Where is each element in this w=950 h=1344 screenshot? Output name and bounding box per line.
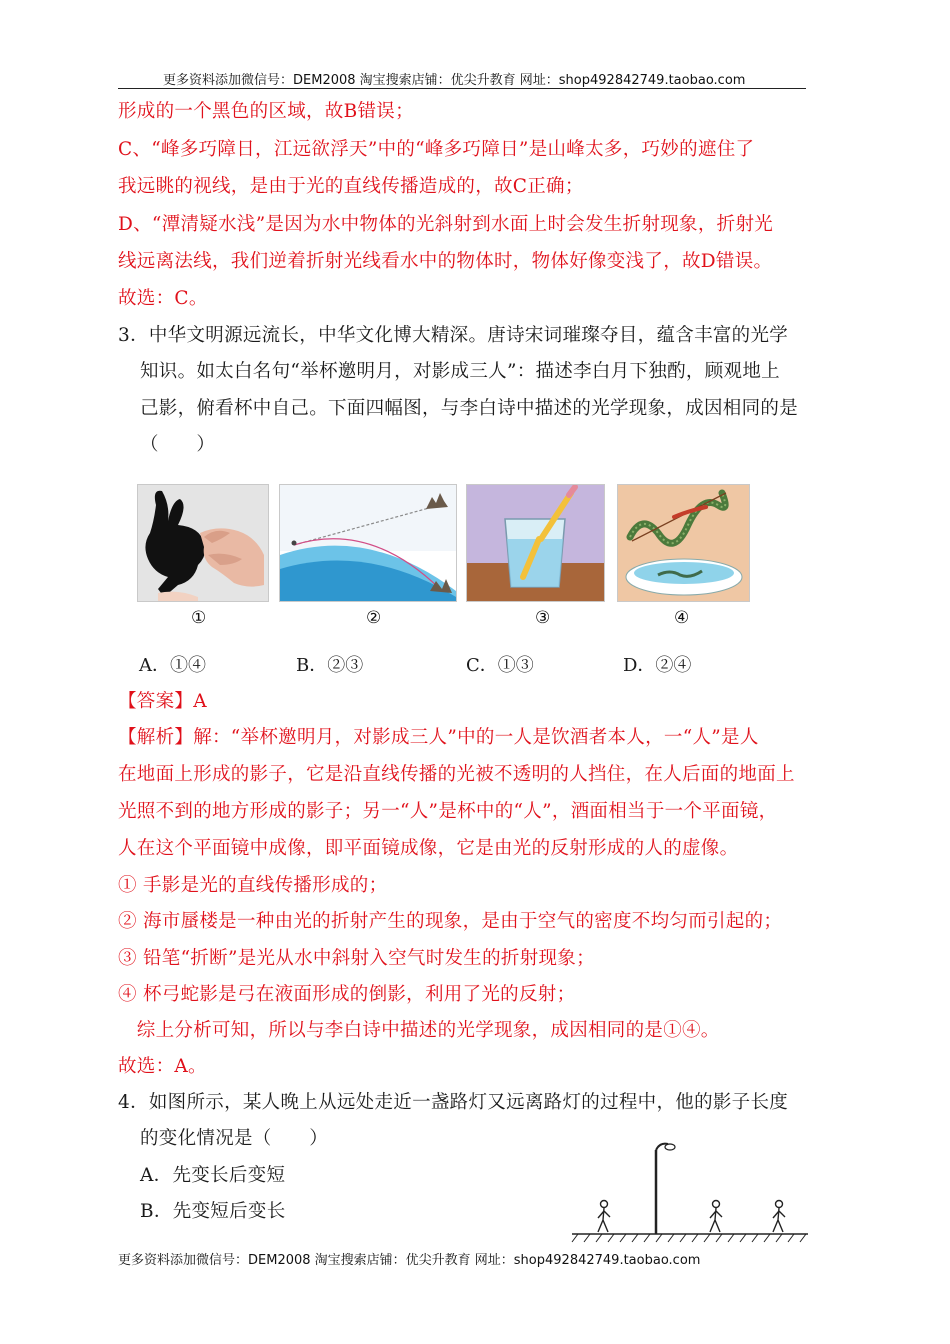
figure-pencil-in-water [466, 484, 605, 602]
page-header: 更多资料添加微信号：DEM2008 淘宝搜索店铺：优尖升教育 网址：shop492842749.taobao.com [163, 73, 746, 88]
walker-right [773, 1201, 785, 1233]
analysis-item-3: ③ 铅笔“折断”是光从水中斜射入空气时发生的折射现象； [118, 948, 595, 969]
q4-option-b: B．先变短后变长 [140, 1201, 286, 1222]
figure-mirage [279, 484, 457, 602]
q3-stem-1: 3．中华文明源远流长，中华文化博大精深。唐诗宋词璀璨夺目，蕴含丰富的光学 [118, 325, 789, 346]
pencil-in-water-illustration [467, 485, 604, 601]
option-c: C．①③ [466, 655, 534, 676]
analysis-choice: 故选：A。 [118, 1056, 207, 1077]
analysis-line-4: 人在这个平面镜中成像，即平面镜成像，它是由光的反射形成的人的虚像。 [118, 838, 739, 859]
option-d: D．②④ [623, 655, 692, 676]
analysis-item-2: ② 海市蜃楼是一种由光的折射产生的现象，是由于空气的密度不均匀而引起的； [118, 911, 783, 932]
analysis-line-1: 【解析】解：“举杯邀明月，对影成三人”中的一人是饮酒者本人，一“人”是人 [118, 727, 759, 748]
q4-stem-2: 的变化情况是（ ） [140, 1128, 329, 1149]
analysis-item-1: ① 手影是光的直线传播形成的； [118, 875, 388, 896]
figure-label-3: ③ [535, 608, 551, 628]
prev-line-5: 线远离法线，我们逆着折射光线看水中的物体时，物体好像变浅了，故D错误。 [118, 251, 773, 272]
streetlamp-figure [570, 1138, 810, 1248]
prev-answer: 故选：C。 [118, 288, 208, 309]
analysis-item-4: ④ 杯弓蛇影是弓在液面形成的倒影，利用了光的反射； [118, 984, 576, 1005]
answer-line: 【答案】A [118, 691, 207, 712]
hand-shadow-illustration [138, 485, 268, 601]
figure-label-4: ④ [674, 608, 690, 628]
q4-stem-1: 4．如图所示，某人晚上从远处走近一盏路灯又远离路灯的过程中，他的影子长度 [118, 1092, 789, 1113]
q4-option-a: A．先变长后变短 [140, 1165, 286, 1186]
prev-line-1: 形成的一个黑色的区域，故B错误； [118, 101, 414, 122]
analysis-summary: 综上分析可知，所以与李白诗中描述的光学现象，成因相同的是①④。 [118, 1020, 720, 1041]
page-footer: 更多资料添加微信号：DEM2008 淘宝搜索店铺：优尖升教育 网址：shop492842749.taobao.com [118, 1253, 701, 1268]
prev-line-2: C、“峰多巧障日，江远欲浮天”中的“峰多巧障日”是山峰太多，巧妙的遮住了 [118, 139, 755, 160]
analysis-line-3: 光照不到的地方形成的影子；另一“人”是杯中的“人”，酒面相当于一个平面镜， [118, 801, 778, 822]
prev-line-3: 我远眺的视线，是由于光的直线传播造成的，故C正确； [118, 176, 584, 197]
prev-line-4: D、“潭清疑水浅”是因为水中物体的光斜射到水面上时会发生折射现象，折射光 [118, 214, 774, 235]
figure-label-2: ② [366, 608, 382, 628]
bow-reflection-illustration [618, 485, 749, 601]
header-rule [118, 88, 806, 89]
option-a: A．①④ [139, 655, 206, 676]
mirage-illustration [280, 485, 456, 601]
figure-hand-shadow [137, 484, 269, 602]
walker-middle [710, 1201, 722, 1233]
option-b: B．②③ [296, 655, 364, 676]
q3-stem-3: 己影，俯看杯中自己。下面四幅图，与李白诗中描述的光学现象，成因相同的是 [140, 398, 799, 419]
figure-bow-reflection [617, 484, 750, 602]
walker-left [598, 1201, 610, 1233]
analysis-line-2: 在地面上形成的影子，它是沿直线传播的光被不透明的人挡住，在人后面的地面上 [118, 764, 795, 785]
q3-stem-2: 知识。如太白名句“举杯邀明月，对影成三人”：描述李白月下独酌，顾观地上 [140, 361, 780, 382]
q3-stem-4: （ ） [140, 434, 216, 455]
figure-label-1: ① [191, 608, 207, 628]
